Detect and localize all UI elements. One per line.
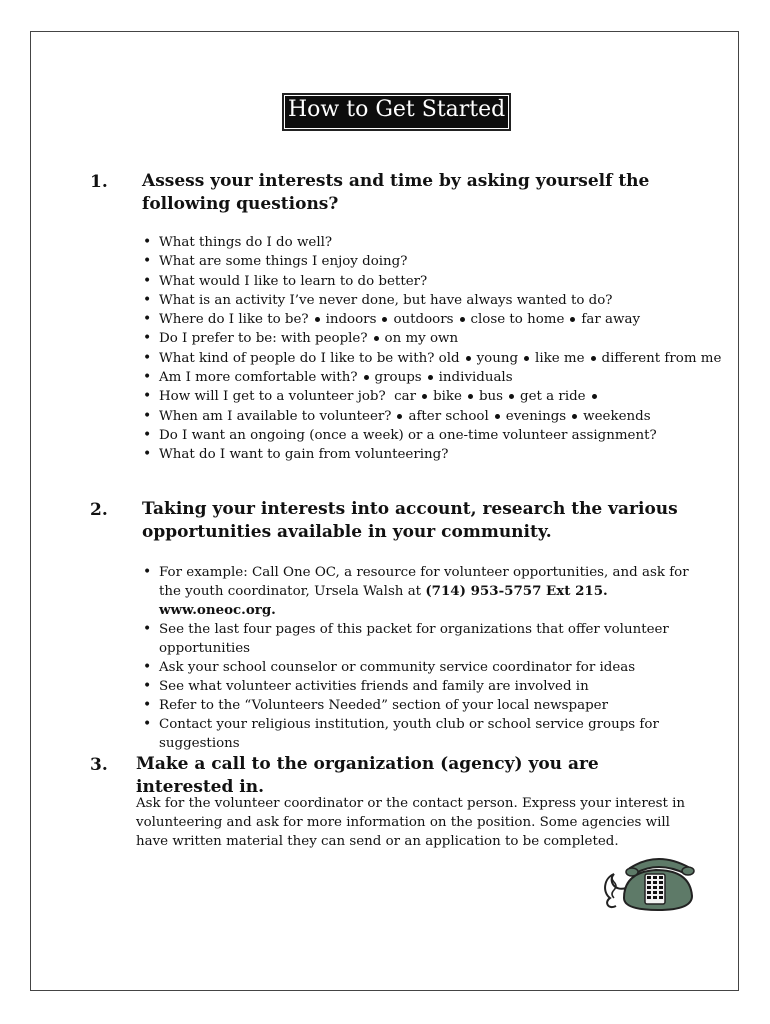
list-item: • Am I more comfortable with? groups individuals	[142, 368, 702, 387]
list-item: • What things do I do well?	[142, 233, 702, 252]
list-item: • Do I want an ongoing (once a week) or a one-time volunteer assignment?	[142, 426, 702, 445]
section-1-number: 1.	[90, 172, 108, 192]
list-item: • What is an activity I’ve never done, but have always wanted to do?	[142, 291, 702, 310]
section-1-heading: Assess your interests and time by asking yourself the following questions?	[142, 171, 650, 214]
list-item: • For example: Call One OC, a resource for volunteer opportunities, and ask for the youth coordinator, Ursela Walsh at (714) 953-5757 Ext 215. www.oneoc.org.	[142, 563, 702, 620]
list-item: • What are some things I enjoy doing?	[142, 252, 702, 271]
list-item: • Do I prefer to be: with people? on my own	[142, 329, 702, 348]
section-3-paragraph: Ask for the volunteer coordinator or the contact person. Express your interest in volunteering and ask for more information on the position. Some agencies will have written material they can send or an application to be completed.	[136, 796, 686, 849]
section-1-question-list	[142, 233, 722, 465]
section-2-number: 2.	[90, 500, 108, 520]
list-item: • Contact your religious institution, youth club or school service groups for suggestions	[142, 715, 702, 753]
rotary-telephone-icon	[600, 848, 700, 916]
list-item: • What kind of people do I like to be with? old young like me different from me	[142, 349, 702, 368]
page-title: How to Get Started	[282, 93, 511, 131]
list-item: • When am I available to volunteer? after school evenings weekends	[142, 407, 702, 426]
list-item: • What would I like to learn to do better?	[142, 272, 702, 291]
list-item: • Where do I like to be? indoors outdoors close to home far away	[142, 310, 702, 329]
list-item: • How will I get to a volunteer job? car bike bus get a ride	[142, 387, 702, 406]
section-3-number: 3.	[90, 755, 108, 775]
section-2-resource-list	[142, 563, 702, 753]
section-2-heading: Taking your interests into account, research the various opportunities available in your community.	[142, 499, 678, 542]
list-item: • See the last four pages of this packet for organizations that offer volunteer opportunities	[142, 620, 702, 658]
list-item: • What do I want to gain from volunteering?	[142, 445, 702, 464]
list-item: • Refer to the “Volunteers Needed” section of your local newspaper	[142, 696, 702, 715]
list-item: • See what volunteer activities friends and family are involved in	[142, 677, 702, 696]
contact-phone-and-website: (714) 953-5757 Ext 215. www.oneoc.org.	[159, 583, 608, 618]
list-item: • Ask your school counselor or community service coordinator for ideas	[142, 658, 702, 677]
section-3-heading: Make a call to the organization (agency) you are interested in.	[136, 754, 599, 797]
